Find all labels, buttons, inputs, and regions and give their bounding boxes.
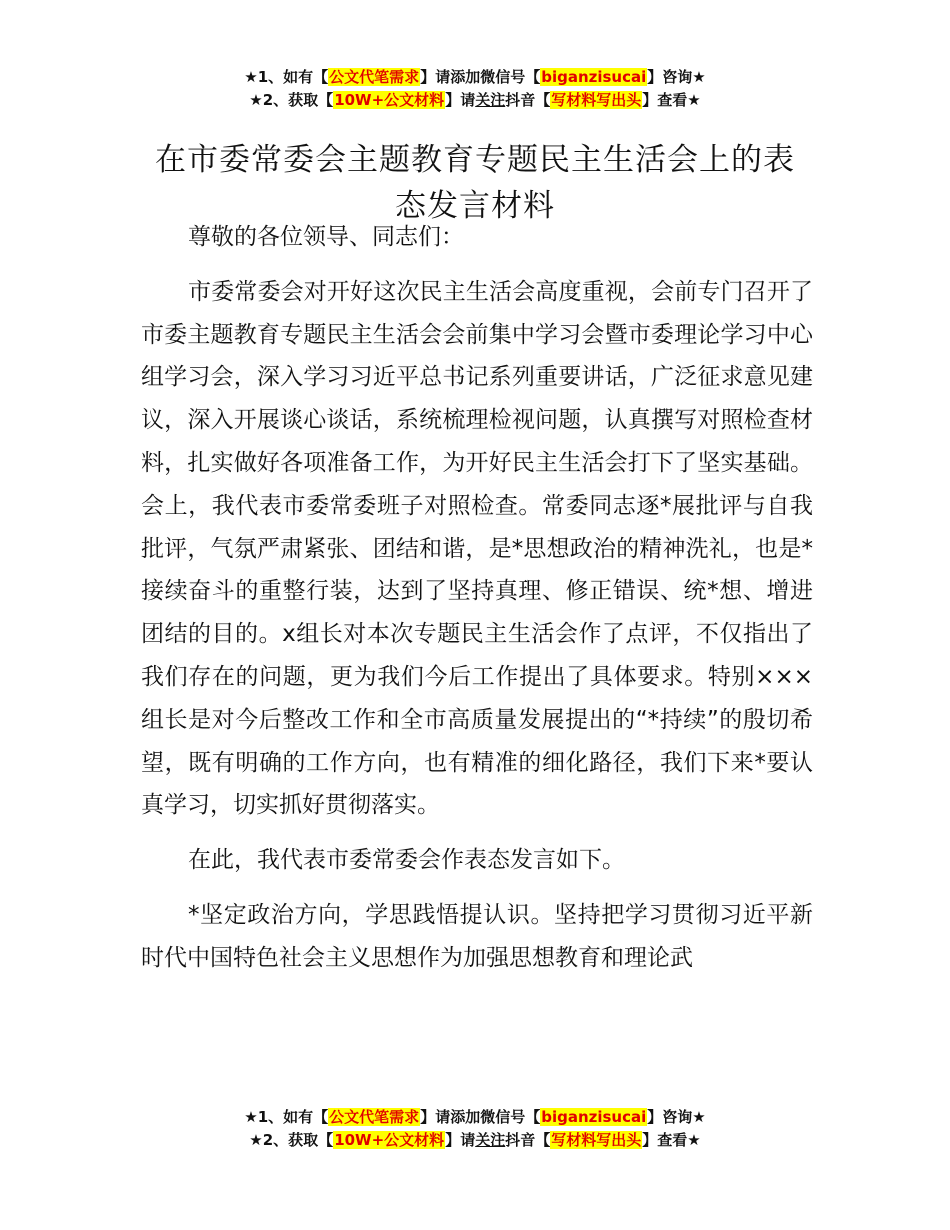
promo-underlined-text: 关注 — [475, 91, 506, 109]
promo-text: 抖音【 — [505, 91, 551, 109]
promo-text: ★1、如有【 — [244, 68, 329, 86]
promo-text: 】查看★ — [642, 1131, 701, 1149]
greeting: 尊敬的各位领导、同志们： — [188, 224, 464, 250]
body-paragraph: 在此，我代表市委常委会作表态发言如下。 — [188, 847, 625, 874]
promo-text: 抖音【 — [505, 1131, 551, 1149]
promo-text: 】请添加微信号【 — [420, 68, 541, 86]
promo-text: 】咨询★ — [647, 68, 706, 86]
promo-text: 】咨询★ — [647, 1108, 706, 1126]
promo-line-2 — [0, 89, 950, 112]
promo-line-1 — [0, 1106, 950, 1129]
promo-banner-top — [0, 66, 950, 112]
body-paragraph: *坚定政治方向，学思践悟提认识。坚持把学习贯彻习近平新时代中国特色社会主义思想作为加强思想教育和理论武 — [141, 901, 813, 971]
promo-highlight: 公文代笔需求 — [329, 68, 420, 86]
promo-text: 】查看★ — [642, 91, 701, 109]
promo-underlined-text: 关注 — [475, 1131, 506, 1149]
promo-text: 】请 — [445, 91, 476, 109]
promo-text: 】请 — [445, 1131, 476, 1149]
promo-text: ★2、获取【 — [249, 1131, 334, 1149]
promo-highlight: 公文代笔需求 — [329, 1108, 420, 1126]
wechat-id-highlight: biganzisucai — [541, 1108, 647, 1126]
document-body — [141, 216, 813, 992]
douyin-account-highlight: 写材料写出头 — [551, 91, 642, 109]
body-paragraph: 市委常委会对开好这次民主生活会高度重视，会前专门召开了市委主题教育专题民主生活会会前集中学习会暨市委理论学习中心组学习会，深入学习习近平总书记系列重要讲话，广泛征求意见建议，深入开展谈心谈话，系统梳理检视问题，认真撰写对照检查材料，扎实做好各项准备工作，为开好民主生活会打下了坚实基础。会上，我代表市委常委班子对照检查。常委同志逐*展批评与自我批评，气氛严肃紧张、团结和谐，是*思想政治的精神洗礼，也是*接续奋斗的重整行装，达到了坚持真理、修正错误、统*想、增进团结的目的。x组长对本次专题民主生活会作了点评，不仅指出了我们存在的问题，更为我们今后工作提出了具体要求。特别×××组长是对今后整改工作和全市高质量发展提出的“*持续”的殷切希望，既有明确的工作方向，也有精准的细化路径，我们下来*要认真学习，切实抓好贯彻落实。 — [141, 278, 813, 819]
promo-text: ★1、如有【 — [244, 1108, 329, 1126]
promo-banner-bottom — [0, 1106, 950, 1152]
promo-line-1 — [0, 66, 950, 89]
promo-line-2 — [0, 1129, 950, 1152]
wechat-id-highlight: biganzisucai — [541, 68, 647, 86]
promo-text: 】请添加微信号【 — [420, 1108, 541, 1126]
document-title: 在市委常委会主题教育专题民主生活会上的表态发言材料 — [155, 141, 795, 224]
promo-text: ★2、获取【 — [249, 91, 334, 109]
douyin-account-highlight: 写材料写出头 — [551, 1131, 642, 1149]
promo-highlight: 10W+公文材料 — [334, 91, 445, 109]
promo-highlight: 10W+公文材料 — [334, 1131, 445, 1149]
